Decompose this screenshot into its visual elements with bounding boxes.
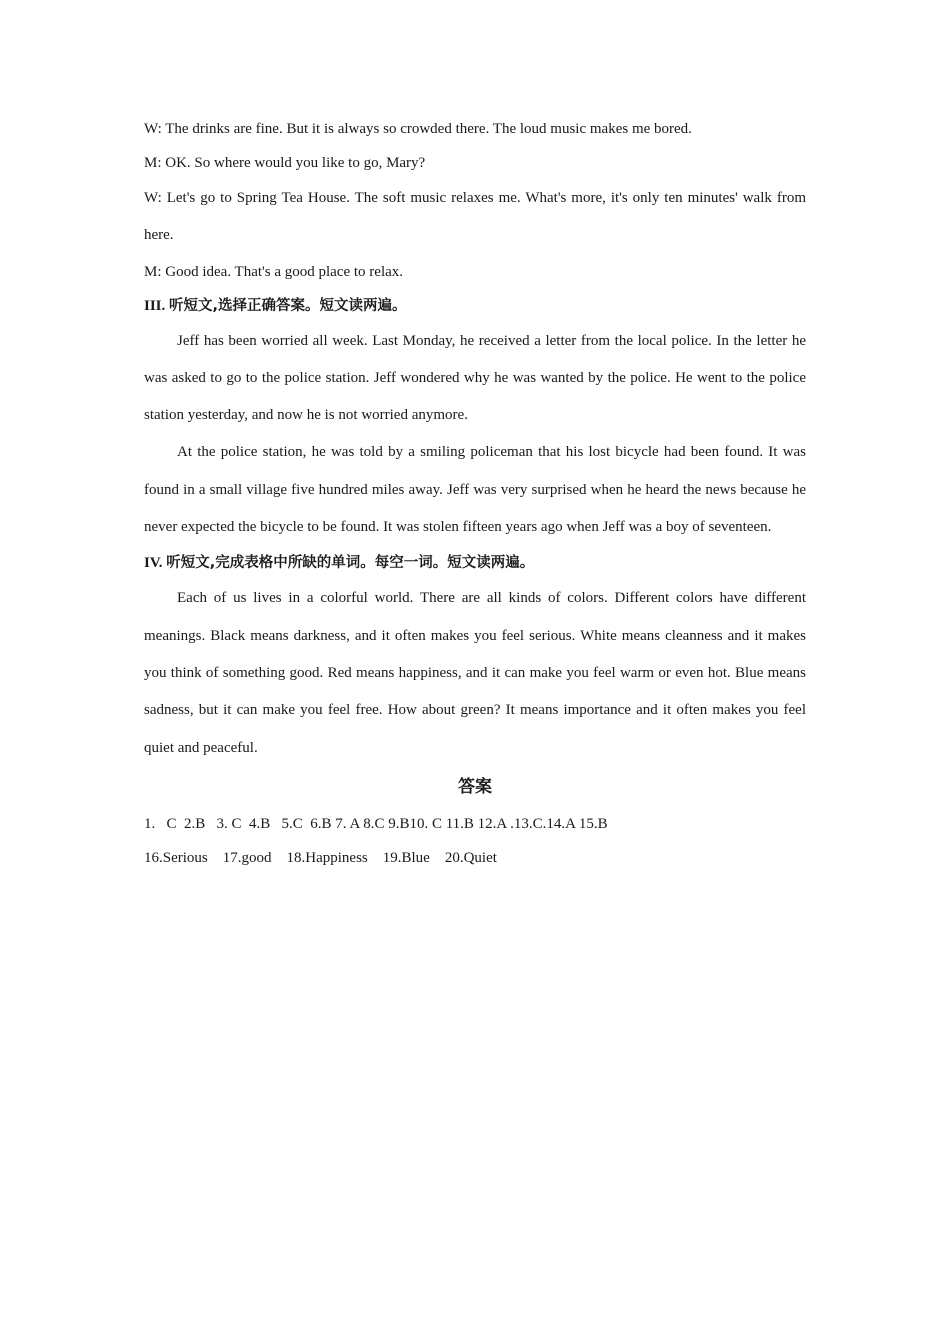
dialogue-line-3: W: Let's go to Spring Tea House. The soft music relaxes me. What's more, it's only ten minutes' walk from here. <box>144 190 806 244</box>
section-3-number: III. <box>144 297 166 314</box>
section-4-instruction: 听短文,完成表格中所缺的单词。每空一词。短文读两遍。 <box>166 555 535 572</box>
section-3-paragraph-2: At the police station, he was told by a smiling policeman that his lost bicycle had been found. It was found in a small village five hundred miles away. Jeff was very surprised when he heard the news because he never expected the bicycle to be found. It was stolen fifteen years ago when Jeff was a boy of seventeen. <box>144 444 806 536</box>
answers-row-1: 1. C 2.B 3. C 4.B 5.C 6.B 7. A 8.C 9.B10. C 11.B 12.A .13.C.14.A 15.B <box>144 815 608 832</box>
dialogue-line-2: M: OK. So where would you like to go, Mary? <box>144 155 426 171</box>
section-3-instruction: 听短文,选择正确答案。短文读两遍。 <box>169 297 407 314</box>
dialogue-line-1: W: The drinks are fine. But it is always so crowded there. The loud music makes me bored. <box>144 121 692 137</box>
section-4-paragraph-1: Each of us lives in a colorful world. There are all kinds of colors. Different colors have different meanings. Black means darkness, and it often makes you feel serious. White means cleanness and it makes you think of something good. Red means happiness, and it can make you feel warm or even hot. Blue means sadness, but it can make you feel free. How about green? It means importance and it often makes you feel quiet and peaceful. <box>144 590 806 756</box>
section-4-heading <box>144 546 806 580</box>
dialogue-line-4: M: Good idea. That's a good place to relax. <box>144 263 404 280</box>
document-page <box>144 112 806 875</box>
answers-row-2: 16.Serious 17.good 18.Happiness 19.Blue 20.Quiet <box>144 849 497 866</box>
section-3-paragraph-1: Jeff has been worried all week. Last Monday, he received a letter from the local police. In the letter he was asked to go to the police station. Jeff wondered why he was wanted by the police. He went to the police station yesterday, and now he is not worried anymore. <box>144 332 806 424</box>
section-3-heading <box>144 289 806 323</box>
answers-title: 答案 <box>458 776 492 797</box>
section-4-number: IV. <box>144 555 163 572</box>
